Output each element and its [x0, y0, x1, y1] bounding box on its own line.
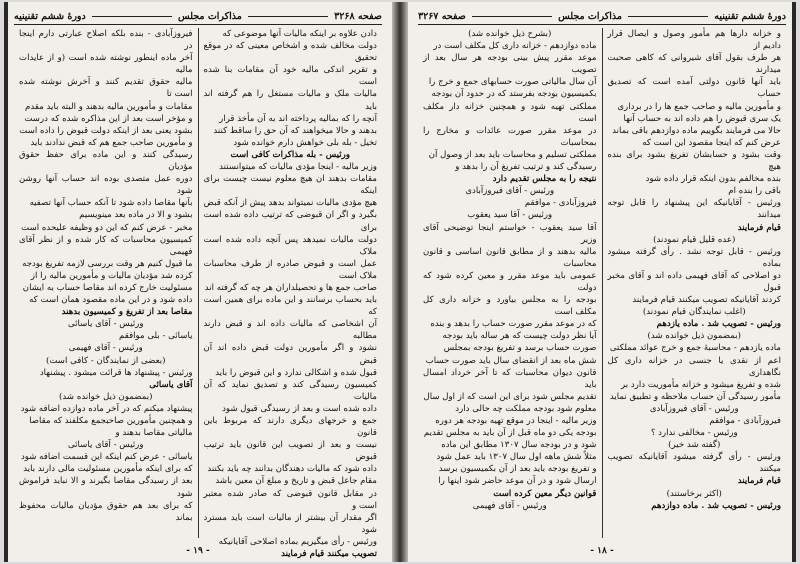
- header-divider: [92, 16, 172, 17]
- text-line: اگر مقدار آن بیشتر از مالیات است باید مسترد شود: [203, 512, 377, 535]
- text-line: در موعد مقرر صورت عائدات و مخارج را بمحاسبات: [423, 125, 597, 148]
- text-line: معلوم شود بودجه مملکت چه حالی دارد: [455, 403, 597, 414]
- text-line: آقای یاسائی: [149, 379, 193, 390]
- header-rule: [418, 24, 786, 25]
- text-line: موعد مقرر پیش بینی بودجه هر سال بعد از تصویب: [423, 53, 597, 76]
- text-line: ورئیس - تصویب شد . ماده دوازدهم: [651, 500, 781, 511]
- text-line: ورئیس - رأی گرفته میشود آقایانیکه تصویب میکنند: [607, 452, 781, 475]
- text-line: و مأمورین صاحب جمع هم که قبض ندادند باید: [30, 137, 193, 148]
- text-line: شش ماه بعد از انقضای سال باید صورت حساب: [425, 355, 597, 366]
- text-line: ورئیس - قابل توجه نشد . رأی گرفته میشود بماده: [607, 246, 781, 269]
- text-line: مالیه حقوق تقدیم کنند و آخرش نوشته شده است تا: [19, 77, 193, 100]
- text-line: تقدیم مجلس شود برای این است که از اول سال: [423, 391, 597, 402]
- left-page-footer-number: - ۱۹ -: [186, 546, 210, 556]
- left-page: [4, 2, 392, 562]
- column-divider: [602, 28, 603, 538]
- text-line: مقام جاعل قبض و تاریخ و مبلغ آن معین باشد: [215, 476, 377, 487]
- text-line: ورئیس - آقایانیکه این پیشنهاد را قابل توجه میدانند: [607, 198, 781, 221]
- text-line: اعم از نقدی یا جنسی در خزانه داری کل نگاهداری: [607, 355, 781, 378]
- text-line: فیروزآبادی - موافقم: [524, 198, 597, 209]
- text-line: بشود و الا در ماده بعد مینویسیم: [79, 210, 193, 221]
- text-line: آن سال مالیاتی صورت حسابهای جمع و خرج را: [428, 77, 597, 88]
- text-line: ورئیس - آقای یاسائی: [67, 440, 144, 451]
- text-line: که برای اینکه مأمورین مسئولیت مالی دارند باید: [23, 464, 193, 475]
- header-divider: [248, 16, 328, 17]
- text-line: مالیات ملک و مالیات مستغل را هم گرفته اند باید: [203, 89, 377, 112]
- text-line: آنچه را که بمالیه پرداخته اند به آن مأخذ قرار: [219, 113, 377, 124]
- text-line: ورئیس - مخالفی ندارد ؟: [650, 428, 738, 439]
- text-line: بگیرد و اگر ان قبوضی که ترتیب داده شده است برای: [203, 210, 377, 233]
- text-line: تخیل - بله بلی خواهش دارم خوانده شود: [233, 137, 377, 148]
- text-line: ورئیس - پیشنهاد ها قرائت میشود . پیشنهاد: [39, 367, 193, 378]
- text-line: وزیر مالیه - اینجا در موقع تهیه بودجه هر دوره: [435, 416, 597, 426]
- book-spread: [4, 2, 796, 562]
- text-line: قیام فرمایند: [737, 222, 781, 233]
- text-line: بودجه یکی دو ماه قبل از آن باید به مجلس تقدیم: [423, 428, 597, 439]
- text-line: جمع و خرجهای دیگری دارند که مربوط باین قانون: [203, 416, 377, 439]
- text-line: دولت مالیات نمیدهد پس آنچه داده شده است ملاک: [203, 234, 377, 257]
- text-line: مالیه بدهند و از مطابق قانون اساسی و قانون محاسبات: [423, 246, 597, 269]
- text-line: تصویب میکنند قیام فرمایند: [281, 549, 377, 560]
- text-line: پیشنهاد میکنم که در آخر ماده دوازده اضافه شود: [20, 403, 193, 414]
- right-page-column-left: [418, 28, 602, 538]
- text-line: و تقریر اندکی مالیه خود آن مقامات بنا شده است: [203, 65, 377, 88]
- text-line: یاسائی - عرض کنم اینکه این قسمت اضافه شود: [20, 452, 193, 463]
- text-line: که در موعد مقرر صورت حساب را بدهد و بنده: [430, 319, 597, 330]
- text-line: بودجه را به مجلس بیاورد و خزانه داری کل مکلف است: [423, 295, 597, 318]
- text-line: فیروزآبادی - بنده بلکه اصلاح عبارتی دارم اینجا در: [19, 29, 193, 52]
- header-divider: [628, 16, 708, 17]
- text-line: ورئیس - آقا سید یعقوب: [467, 210, 553, 221]
- text-line: نشود و اگر مأمورین دولت قبض داده اند آن قبض: [203, 343, 377, 366]
- text-line: وقت بشود و حسابشان تفریغ بشود برای بنده هیچ: [607, 149, 781, 173]
- right-page-footer-number: - ۱۸ -: [590, 546, 614, 556]
- text-line: (اغلب نمایندگان قیام نمودند): [642, 307, 746, 318]
- text-line: که برای بعد هم حقوق مؤدیان مالیات محفوظ بماند: [19, 500, 193, 523]
- text-line: ورئیس - آقای فیروزآبادی: [465, 186, 555, 197]
- text-line: مقاصا بعد از تفریغ و کمیسیون بدهند: [61, 307, 193, 318]
- text-line: داده شود که مالیات دهندگان بدانند چه باید بکنند: [207, 464, 377, 475]
- text-line: قبول شده و اشکالی ندارد و این قبوض را باید: [215, 367, 377, 378]
- text-line: (گفته شد خیر): [668, 440, 721, 451]
- text-line: ورئیس - آقای یاسائی: [67, 319, 144, 330]
- text-line: مثلاً شش ماهه اول سال ۱۳۰۷ باید عمل شود: [436, 452, 597, 463]
- text-line: عرض کنم که اینجا مقصود این است که: [642, 137, 781, 148]
- column-divider: [198, 28, 199, 538]
- text-line: ما قبول کنیم هر وقت بررسی لازمه تفریغ بودجه: [22, 258, 193, 269]
- text-line: عمل است و قبوض صادره از طرف محاسبات ملاک است: [203, 258, 377, 281]
- text-line: صاحب جمع ها و تحصیلداران هر چه که گرفته اند: [204, 282, 377, 293]
- right-page-session: دورهٔ ششم تقنینیه: [714, 10, 786, 22]
- text-line: فیروزآبادی - موافقم: [709, 416, 781, 426]
- text-line: قوانین دیگر معین کرده است: [493, 488, 597, 499]
- text-line: مسئولیت خارج کرده اند مقاصا حساب به ایشان: [22, 282, 193, 293]
- text-line: و همچنین مأمورین صاحبجمع مکلفند که مقاصا: [29, 416, 193, 426]
- text-line: دو اصلاحی که آقای فهیمی داده اند و آقای مخبر قبول: [607, 270, 781, 293]
- text-line: صورت حساب برسد و تفریغ بودجه بمجلس: [443, 343, 597, 354]
- text-line: و تفریغ بودجه باید بعد از آن بکمیسیون برسد: [438, 464, 597, 475]
- text-line: ماده یازدهم - محاسبهٔ جمع و خرج عوائد مملکتی: [609, 343, 781, 354]
- right-page-header: [418, 8, 786, 24]
- text-line: دوره عمل متصدی بوده اند حساب آنها روشن شود: [19, 174, 193, 197]
- left-page-session: دورهٔ ششم تقنینیه: [13, 10, 86, 22]
- text-line: مقامات بدهند ان هیچ معلوم نیست چیست برای اینکه: [203, 174, 377, 197]
- text-line: ورئیس - بله مذاکرات کافی است: [230, 149, 350, 160]
- page-edge-shadow: [4, 2, 8, 562]
- text-line: ماده دوازدهم - خزانه داری کل مکلف است در: [433, 41, 597, 52]
- text-line: ورئیس - آقای فیروزآبادی: [649, 403, 739, 414]
- header-rule: [14, 24, 382, 25]
- text-line: رسیدگی کند و ترتیب تفریغ آن را بدهد و: [455, 162, 597, 173]
- text-line: رسیدگی کنند و این ماده برای حفظ حقوق مؤدیان: [19, 149, 193, 173]
- text-line: (عده قلیل قیام نمودند): [653, 234, 736, 245]
- text-line: هر طرف بقول آقای شیروانی که کاهی صحبت میدارند: [607, 53, 781, 76]
- right-page-column-right: [603, 28, 787, 538]
- text-line: (بشرح ذیل خوانده شد): [468, 29, 552, 39]
- text-line: آخر ماده اینطور نوشته شده است (و از عایدات مالیه: [19, 53, 193, 76]
- text-line: (اکثر برخاستند): [666, 488, 722, 499]
- text-line: بآنها مقاصا داده شود تا آنکه حساب آنها تصفیه: [29, 198, 193, 209]
- left-page-column-left: [14, 28, 198, 538]
- text-line: عمومی باید موعد مقرر و معین کرده شود که دولت: [423, 270, 597, 293]
- text-line: قیام فرمایند: [737, 476, 781, 487]
- text-line: آقا سید یعقوب - خواستم اینجا توضیحی آقای وزیر: [423, 222, 597, 245]
- text-line: بشود یعنی بعد از اینکه دولت قبوض را داده است: [19, 125, 193, 136]
- left-page-number: صفحه ۳۲۶۸: [334, 10, 382, 22]
- text-line: مملکتی تهیه شود و همچنین خزانه دار مکلف است: [423, 101, 597, 124]
- text-line: آیا نظر دولت چیست که هر ساله باید بودجه: [442, 331, 597, 342]
- text-line: ورئیس - تصویب شد . ماده یازدهم: [656, 319, 781, 330]
- text-line: آن اشخاصی که مالیات داده اند و قبض دارند مطالبه: [203, 319, 377, 342]
- right-page-number: صفحه ۳۲۶۷: [417, 10, 466, 22]
- text-line: و خزانه دارها هم مأمور وصول و ایصال قرار دادیم از: [607, 29, 781, 52]
- text-line: مخبر - عرض کنم که این دو وظیفه علیحده است: [21, 222, 193, 233]
- text-line: قانون دیوان محاسبات که تا آخر خرداد امسال باید: [423, 367, 597, 390]
- text-line: مأمور رسیدگی آن حساب ملاحظه و تطبیق نماید: [609, 391, 781, 402]
- text-line: باقی را بنده ام: [728, 186, 781, 197]
- text-line: حالا می فرمایند بگوییم ماده دوازدهم باقی بماند: [612, 125, 781, 136]
- text-line: وزیر مالیه - اینجا مؤدی مالیات که میتوانستند: [219, 162, 377, 173]
- text-line: شده و تفریغ میشود و خزانه مأموریت دارد بر: [621, 379, 781, 390]
- text-line: کردند آقایانیکه تصویب میکنند قیام فرمایند: [632, 295, 781, 306]
- text-line: در مقابل قانون قبوضی که صادر شده معتبر است و: [203, 488, 377, 511]
- page-edge-shadow: [792, 2, 796, 562]
- text-line: کرده شد مؤدیان مالیات و مأمورین مالیه را از: [30, 270, 193, 281]
- text-line: مملکتی تسلیم و محاسبات باید بعد از وصول آن: [428, 149, 597, 160]
- text-line: مالیاتی مقاصا بدهند و: [115, 428, 193, 439]
- text-line: کمیسیون محاسبات که کار شده و از نظر آقای فهیمی: [19, 234, 193, 257]
- text-line: دادن علاوه بر اینکه مالیات آنها موضوعی که: [222, 29, 377, 39]
- text-line: شود و در بودجه سال ۱۳۰۷ مطابق این ماده: [441, 440, 597, 451]
- left-page-header: [14, 8, 382, 24]
- text-line: ورئیس - رأی میگیریم بماده اصلاحی آقایانیکه: [218, 536, 377, 547]
- text-line: نیست و بعد از تصویب این قانون باید ترتیب قبوض: [203, 440, 377, 463]
- right-page: [408, 2, 796, 562]
- text-line: بعد از رسیدگی مقاصا بگیرند و الا نباید فراموش شود: [19, 476, 193, 499]
- text-line: یاسائی - بلی موافقم: [119, 331, 193, 342]
- right-page-title: مذاکرات مجلس: [558, 10, 622, 22]
- text-line: دولت مخالف شده و اشخاص معینی که در موقع تحقیق: [203, 41, 377, 64]
- text-line: باید آنها قانون دولتی آمده است که تصدیق حساب: [607, 77, 781, 100]
- text-line: کمیسیون رسیدگی کند و تصدیق نماید که آن مالیات: [203, 379, 377, 402]
- text-line: ورئیس - آقای فهیمی: [68, 343, 143, 354]
- text-line: بدهند و حالا میخواهند که آن حق را ساقط کنند: [213, 125, 377, 136]
- text-line: (بمضمون ذیل خوانده شد): [59, 391, 153, 402]
- text-line: مقامات و مأمورین مالیه بدهند و البته باید مقدم: [25, 101, 193, 112]
- text-line: بنده مخالفم بدون اینکه قرار داده شود: [645, 174, 781, 185]
- right-page-columns: [418, 28, 786, 538]
- text-line: یک سری قبوض را هم داده اند به حساب آنها: [623, 113, 781, 124]
- text-line: داده شده است و بعد از رسیدگی قبول شود: [222, 403, 377, 414]
- text-line: ورئیس - آقای فهیمی: [472, 500, 547, 511]
- text-line: (بمضمون ذیل خوانده شد): [647, 331, 741, 342]
- text-line: و مؤخر است بعد از این مذاکره شده که درست: [24, 113, 193, 124]
- text-line: باید بحساب برسانند و این ماده برای همین است که: [203, 295, 377, 318]
- left-page-column-right: [199, 28, 383, 560]
- text-line: نتیجه را به مجلس تقدیم دارد: [492, 174, 597, 185]
- text-line: و مأمورین مالیه و صاحب جمع ها را در برداری: [617, 101, 781, 112]
- text-line: داده شود و در این ماده مقصود همان است که: [29, 295, 193, 306]
- header-divider: [472, 16, 552, 17]
- text-line: هیچ مؤدی مالیات نمیتواند بدهد پیش از آنکه قبض: [203, 198, 377, 209]
- text-line: (بعضی از نمایندگان - کافی است): [46, 355, 166, 366]
- text-line: بکمیسیون بودجه بفرستد که در حدود آن بودجه: [431, 89, 597, 100]
- text-line: ارسال شود و در آن موعد حاضر شود اینها را: [438, 476, 597, 487]
- left-page-title: مذاکرات مجلس: [178, 10, 242, 22]
- book-gutter: [392, 2, 408, 562]
